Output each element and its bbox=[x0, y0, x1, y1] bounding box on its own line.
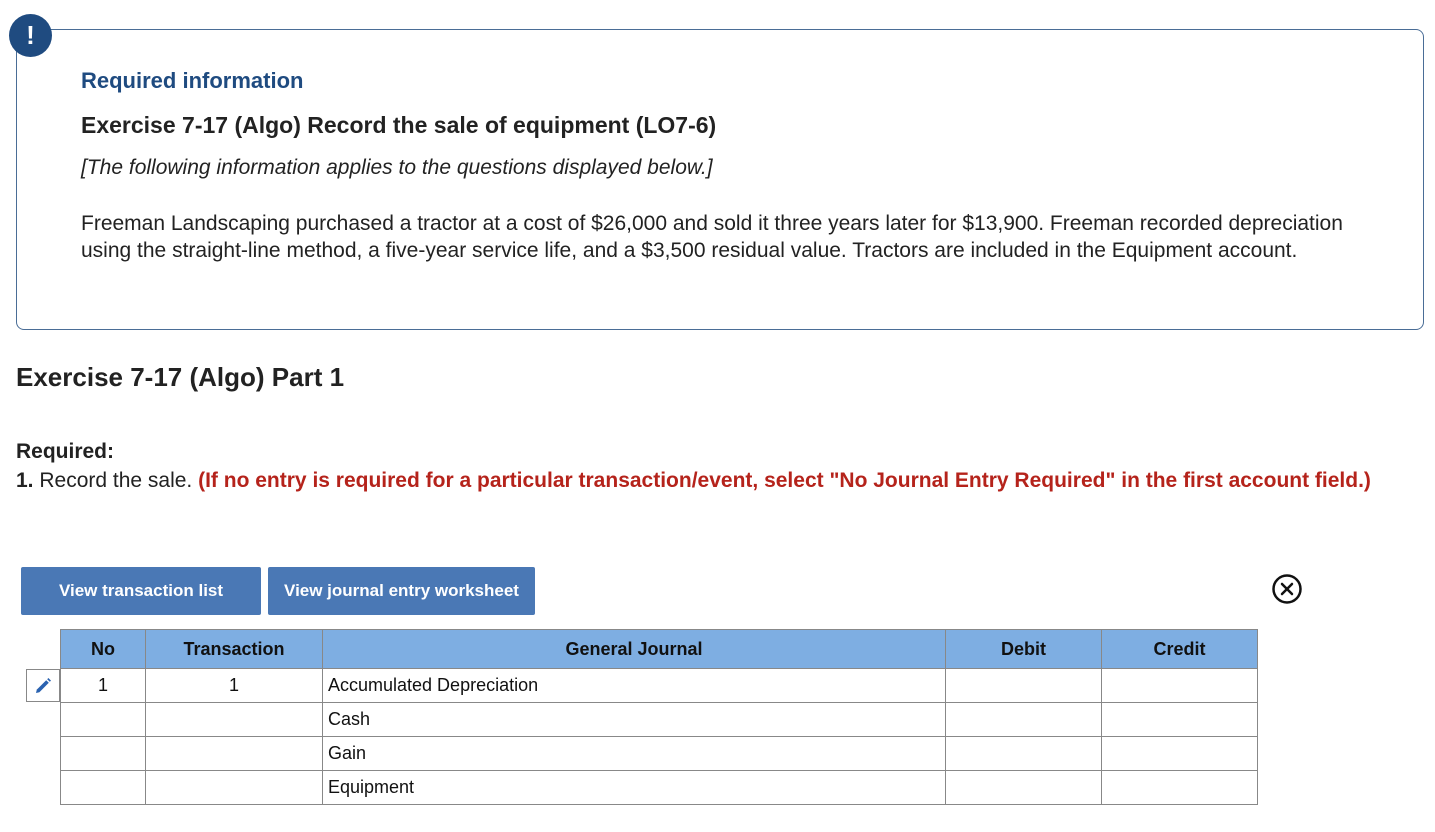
part-title: Exercise 7-17 (Algo) Part 1 bbox=[16, 362, 345, 392]
instruction-note: (If no entry is required for a particular transaction/event, select "No Journal Entry Required" in the first account field.) bbox=[198, 469, 1371, 492]
column-header-transaction: Transaction bbox=[146, 630, 323, 669]
cell-transaction: 1 bbox=[146, 669, 323, 703]
table-row bbox=[61, 737, 1258, 771]
view-journal-entry-worksheet-button[interactable]: View journal entry worksheet bbox=[268, 567, 535, 615]
cell-credit[interactable] bbox=[1102, 669, 1258, 703]
instruction-number: 1. bbox=[16, 469, 34, 492]
column-header-no: No bbox=[61, 630, 146, 669]
problem-description: Freeman Landscaping purchased a tractor at a cost of $26,000 and sold it three years later for $13,900. Freeman recorded depreciation using the straight-line method, a five-year service life, and a $3,500 residual value. Tractors are included in the Equipment account. bbox=[81, 212, 1343, 262]
column-header-general-journal: General Journal bbox=[323, 630, 946, 669]
table-header-row bbox=[61, 630, 1258, 669]
cell-debit[interactable] bbox=[946, 703, 1102, 737]
journal-table bbox=[60, 629, 1258, 805]
table-row bbox=[61, 771, 1258, 805]
column-header-credit: Credit bbox=[1102, 630, 1258, 669]
close-circle-icon[interactable] bbox=[1271, 573, 1303, 605]
required-information-box bbox=[16, 29, 1424, 330]
required-information-heading: Required information bbox=[81, 68, 304, 93]
cell-debit[interactable] bbox=[946, 771, 1102, 805]
instruction-text: Record the sale. bbox=[33, 469, 199, 492]
cell-debit[interactable] bbox=[946, 737, 1102, 771]
table-row bbox=[61, 703, 1258, 737]
cell-account[interactable]: Cash bbox=[323, 703, 946, 737]
column-header-debit: Debit bbox=[946, 630, 1102, 669]
alert-icon: ! bbox=[9, 14, 52, 57]
cell-no bbox=[61, 703, 146, 737]
cell-transaction bbox=[146, 703, 323, 737]
table-row bbox=[61, 669, 1258, 703]
instruction bbox=[16, 467, 1421, 494]
exercise-title: Exercise 7-17 (Algo) Record the sale of equipment (LO7-6) bbox=[81, 112, 717, 138]
cell-credit[interactable] bbox=[1102, 737, 1258, 771]
cell-credit[interactable] bbox=[1102, 703, 1258, 737]
cell-account[interactable]: Gain bbox=[323, 737, 946, 771]
info-note: [The following information applies to the questions displayed below.] bbox=[81, 156, 713, 179]
cell-credit[interactable] bbox=[1102, 771, 1258, 805]
cell-transaction bbox=[146, 771, 323, 805]
cell-no: 1 bbox=[61, 669, 146, 703]
cell-no bbox=[61, 771, 146, 805]
cell-account[interactable]: Accumulated Depreciation bbox=[323, 669, 946, 703]
cell-debit[interactable] bbox=[946, 669, 1102, 703]
required-label: Required: bbox=[16, 440, 115, 463]
pencil-icon bbox=[33, 676, 53, 696]
view-transaction-list-button[interactable]: View transaction list bbox=[21, 567, 261, 615]
edit-entry-button[interactable] bbox=[26, 669, 60, 702]
cell-transaction bbox=[146, 737, 323, 771]
cell-no bbox=[61, 737, 146, 771]
cell-account[interactable]: Equipment bbox=[323, 771, 946, 805]
